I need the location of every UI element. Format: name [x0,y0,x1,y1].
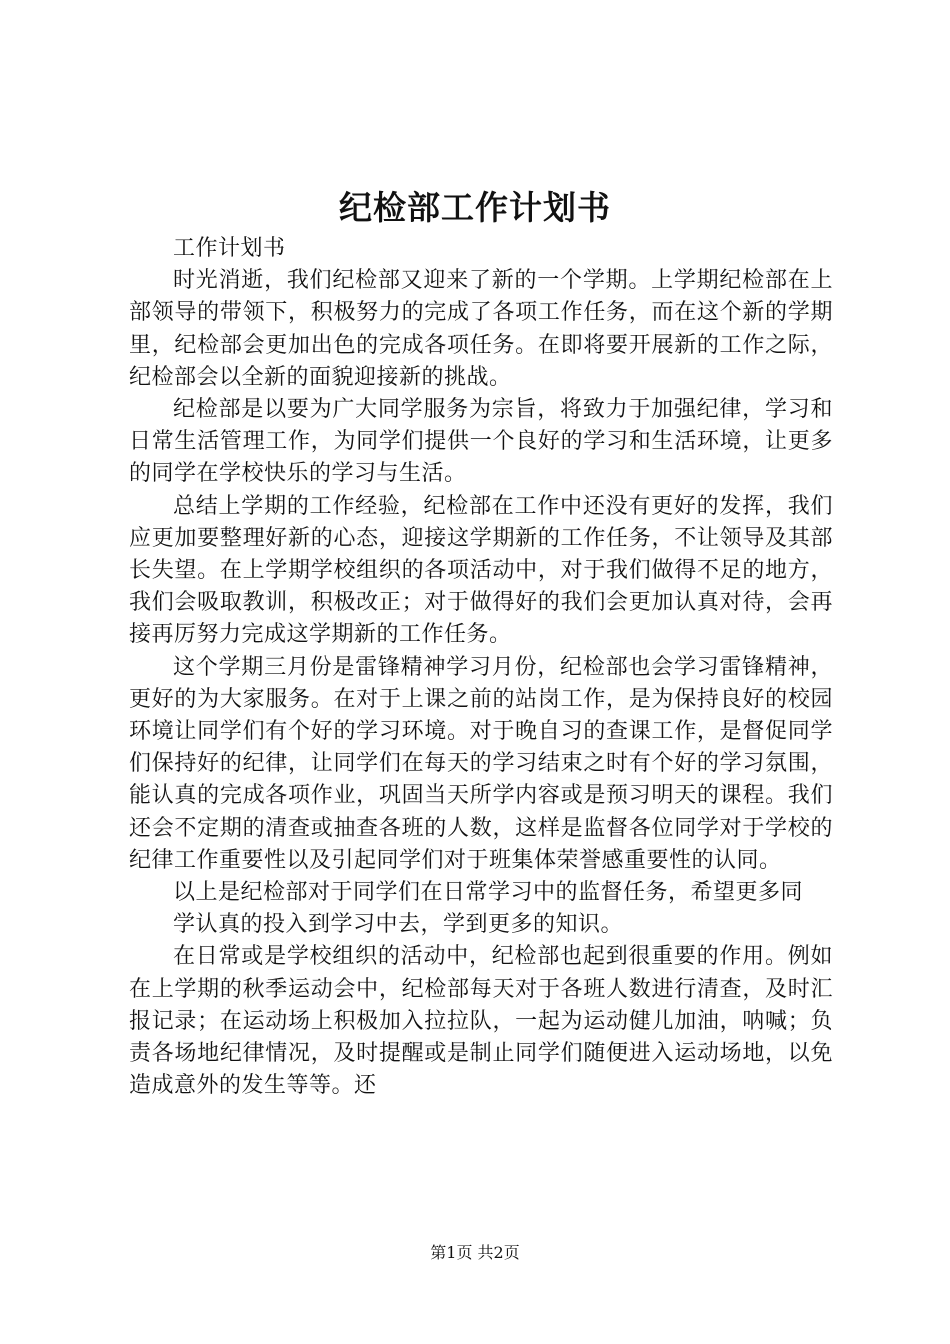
paragraph-summary: 总结上学期的工作经验，纪检部在工作中还没有更好的发挥，我们应更加要整理好新的心态，迎接这学期新的工作任务，不让领导及其部长失望。在上学期学校组织的各项活动中，对于我们做得不足的地方，我们会吸取教训，积极改正；对于做得好的我们会更加认真对待，会再接再厉努力完成这学期新的工作任务。 [129,493,833,648]
paragraph-supervision: 以上是纪检部对于同学们在日常学习中的监督任务，希望更多同 [173,880,804,906]
document-title: 纪检部工作计划书 [339,188,611,227]
paragraph-intro: 时光消逝，我们纪检部又迎来了新的一个学期。上学期纪检部在上部领导的带领下，积极努力的完成了各项工作任务，而在这个新的学期里，纪检部会更加出色的完成各项任务。在即将要开展新的工作之际，纪检部会以全新的面貌迎接新的挑战。 [129,268,833,390]
paragraph-activities: 在日常或是学校组织的活动中，纪检部也起到很重要的作用。例如在上学期的秋季运动会中，纪检部每天对于各班人数进行清查，及时汇报记录；在运动场上积极加入拉拉队，一起为运动健儿加油，呐喊；负责各场地纪律情况，及时提醒或是制止同学们随便进入运动场地，以免造成意外的发生等等。还 [129,944,833,1099]
paragraph-supervision-cont: 学认真的投入到学习中去，学到更多的知识。 [173,912,624,938]
document-body [129,233,833,1102]
paragraph-purpose: 纪检部是以要为广大同学服务为宗旨，将致力于加强纪律，学习和日常生活管理工作，为同学们提供一个良好的学习和生活环境，让更多的同学在学校快乐的学习与生活。 [129,397,833,487]
paragraph-march-plan: 这个学期三月份是雷锋精神学习月份，纪检部也会学习雷锋精神，更好的为大家服务。在对于上课之前的站岗工作，是为保持良好的校园环境让同学们有个好的学习环境。对于晚自习的查课工作，是督促同学们保持好的纪律，让同学们在每天的学习结束之时有个好的学习氛围，能认真的完成各项作业，巩固当天所学内容或是预习明天的课程。我们还会不定期的清查或抽查各班的人数，这样是监督各位同学对于学校的纪律工作重要性以及引起同学们对于班集体荣誉感重要性的认同。 [129,654,833,873]
paragraph-subtitle: 工作计划书 [173,236,286,261]
page-footer: 第1页 共2页 [430,1243,520,1262]
